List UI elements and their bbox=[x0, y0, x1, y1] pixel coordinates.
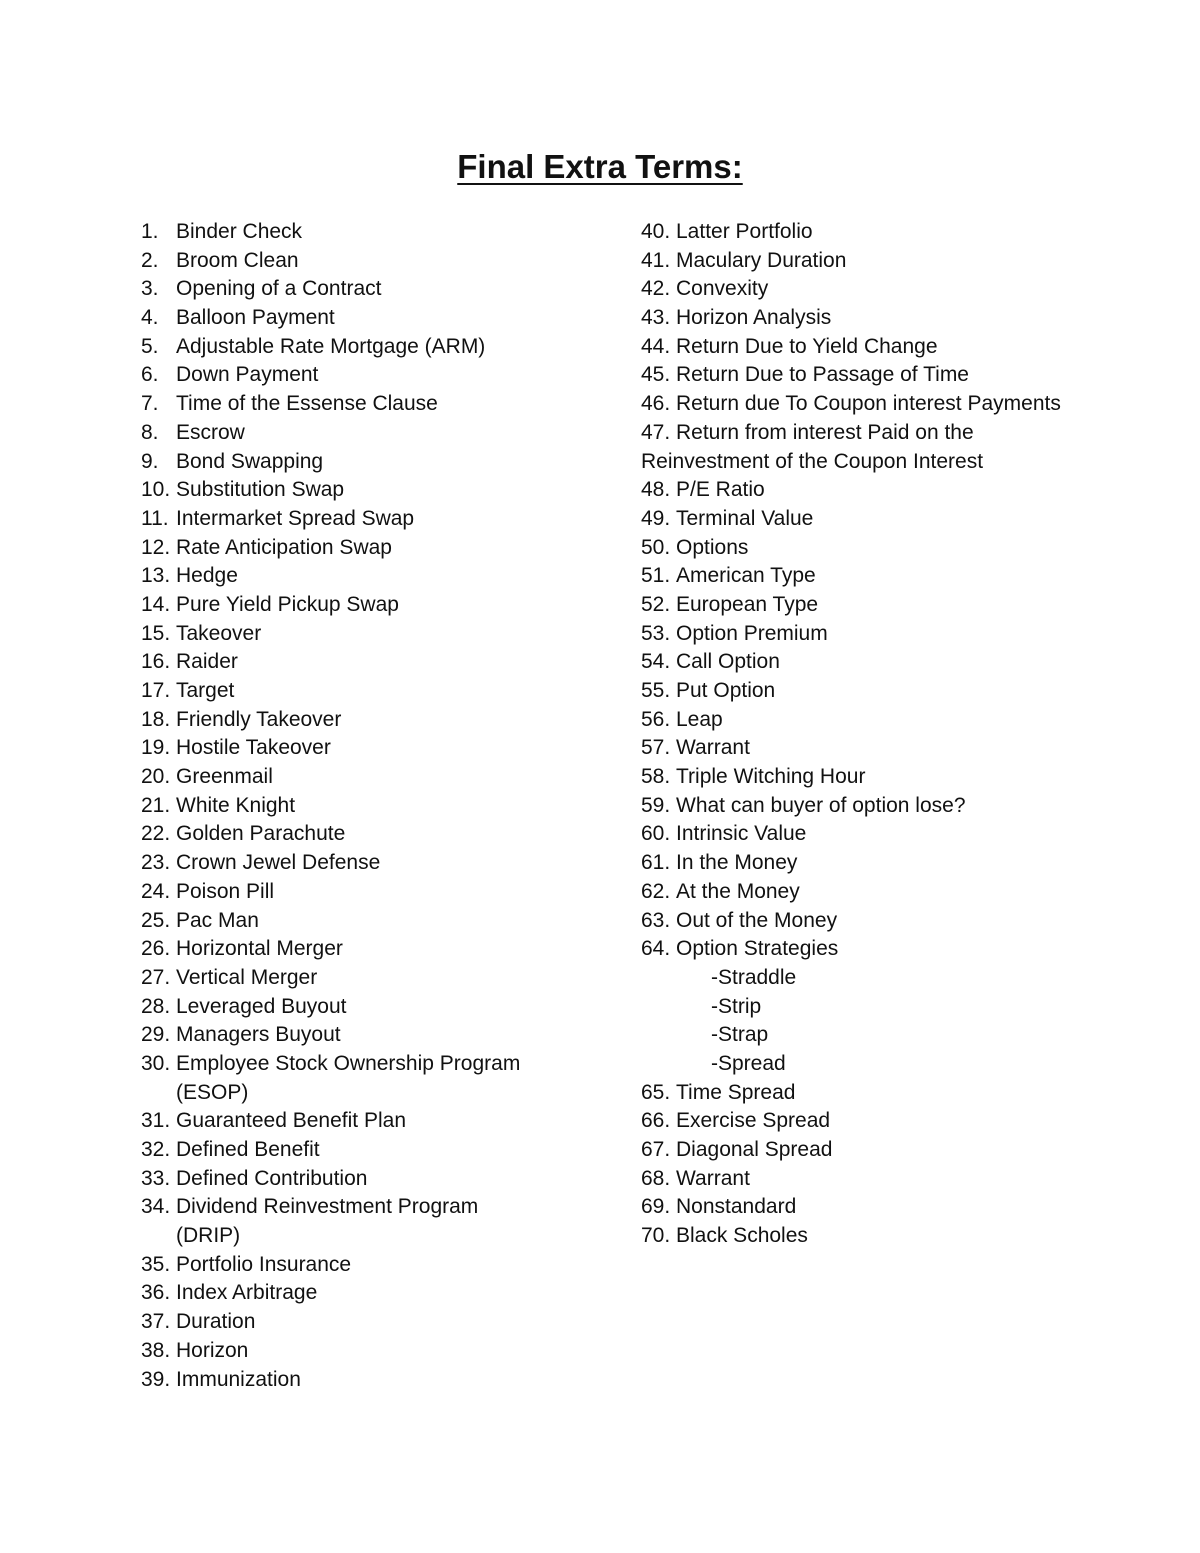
item-number: 30. bbox=[141, 1051, 171, 1075]
item-number: 56. bbox=[641, 707, 671, 731]
list-item bbox=[641, 1165, 1161, 1194]
item-number: 26. bbox=[141, 937, 171, 961]
item-number: 6. bbox=[141, 363, 159, 387]
item-term: Latter Portfolio bbox=[676, 220, 813, 243]
list-item bbox=[641, 706, 1161, 735]
list-item bbox=[641, 304, 1161, 333]
list-item bbox=[141, 534, 591, 563]
item-number: 28. bbox=[141, 994, 171, 1018]
item-number: 69. bbox=[641, 1195, 671, 1219]
list-item bbox=[141, 1279, 591, 1308]
item-number: 41. bbox=[641, 248, 671, 272]
list-item bbox=[641, 1079, 1161, 1108]
item-term: Duration bbox=[176, 1310, 256, 1334]
list-item bbox=[141, 820, 591, 849]
list-item bbox=[141, 1050, 591, 1079]
list-item bbox=[141, 304, 591, 333]
item-number: 14. bbox=[141, 592, 171, 616]
item-number: 43. bbox=[641, 306, 671, 330]
item-number: 12. bbox=[141, 535, 171, 559]
item-number: 61. bbox=[641, 851, 671, 875]
item-term: Takeover bbox=[176, 621, 262, 645]
item-number: 35. bbox=[141, 1252, 171, 1276]
list-item bbox=[641, 218, 1161, 247]
item-term: Convexity bbox=[676, 277, 769, 301]
item-number: 13. bbox=[141, 564, 171, 588]
list-item bbox=[141, 1021, 591, 1050]
sub-item: -Straddle bbox=[711, 965, 797, 989]
item-term: Out of the Money bbox=[676, 908, 838, 932]
item-number: 23. bbox=[141, 851, 171, 875]
item-term: Time of the Essense Clause bbox=[176, 392, 438, 416]
list-item bbox=[141, 505, 591, 534]
list-item bbox=[141, 620, 591, 649]
item-number: 21. bbox=[141, 793, 171, 817]
item-number: 67. bbox=[641, 1138, 671, 1161]
item-number: 68. bbox=[641, 1166, 671, 1190]
item-term: P/E Ratio bbox=[676, 478, 765, 502]
item-number: 53. bbox=[641, 621, 671, 645]
list-item bbox=[641, 1136, 1161, 1165]
page-title: Final Extra Terms: bbox=[457, 148, 743, 185]
item-term-wrap: Reinvestment of the Coupon Interest bbox=[641, 449, 984, 473]
item-term: Terminal Value bbox=[676, 506, 814, 530]
list-item bbox=[641, 476, 1161, 505]
list-item bbox=[141, 1165, 591, 1194]
list-item bbox=[141, 1107, 591, 1136]
item-term: Return Due to Passage of Time bbox=[676, 363, 969, 387]
item-term: Return due To Coupon interest Payments bbox=[676, 392, 1061, 416]
list-item bbox=[641, 677, 1161, 706]
item-term: In the Money bbox=[676, 851, 798, 875]
sub-item: -Strip bbox=[711, 994, 762, 1018]
item-number: 38. bbox=[141, 1338, 171, 1362]
sub-item: -Spread bbox=[711, 1051, 786, 1075]
list-item bbox=[141, 878, 591, 907]
item-number: 45. bbox=[641, 363, 671, 387]
list-item bbox=[141, 734, 591, 763]
item-term: Index Arbitrage bbox=[176, 1281, 318, 1305]
item-term: Horizon bbox=[176, 1338, 249, 1362]
item-number: 15. bbox=[141, 621, 171, 645]
item-number: 63. bbox=[641, 908, 671, 932]
item-term: Pac Man bbox=[176, 908, 259, 932]
list-item bbox=[641, 361, 1161, 390]
item-term: Triple Witching Hour bbox=[676, 765, 866, 789]
list-item bbox=[641, 792, 1161, 821]
item-number: 7. bbox=[141, 392, 159, 416]
item-term: Vertical Merger bbox=[176, 965, 318, 989]
list-item bbox=[641, 419, 1161, 448]
item-term: Binder Check bbox=[176, 220, 303, 243]
item-term: Balloon Payment bbox=[176, 306, 335, 330]
item-term: European Type bbox=[676, 592, 819, 616]
item-term: Rate Anticipation Swap bbox=[176, 535, 392, 559]
item-term: What can buyer of option lose? bbox=[676, 793, 966, 817]
item-number: 18. bbox=[141, 707, 171, 731]
list-item bbox=[641, 878, 1161, 907]
item-term: Raider bbox=[176, 650, 238, 674]
list-item bbox=[641, 1222, 1161, 1251]
item-number: 47. bbox=[641, 420, 671, 444]
item-term: Dividend Reinvestment Program bbox=[176, 1195, 479, 1219]
item-number: 27. bbox=[141, 965, 171, 989]
list-item bbox=[141, 907, 591, 936]
item-number: 39. bbox=[141, 1367, 171, 1391]
term-list-left bbox=[141, 218, 591, 1394]
item-number: 50. bbox=[641, 535, 671, 559]
list-item bbox=[641, 849, 1161, 878]
item-term: Immunization bbox=[176, 1367, 301, 1391]
item-number: 46. bbox=[641, 392, 671, 416]
list-item bbox=[641, 390, 1161, 419]
item-number: 17. bbox=[141, 679, 171, 702]
item-number: 34. bbox=[141, 1195, 171, 1219]
list-item bbox=[141, 792, 591, 821]
item-term-continuation: (ESOP) bbox=[176, 1080, 249, 1104]
item-term: Option Premium bbox=[676, 621, 828, 645]
list-item bbox=[641, 620, 1161, 649]
list-item bbox=[641, 935, 1161, 964]
item-number: 60. bbox=[641, 822, 671, 846]
item-term: Warrant bbox=[676, 1166, 750, 1190]
item-term: Adjustable Rate Mortgage (ARM) bbox=[176, 334, 486, 358]
list-item bbox=[641, 648, 1161, 677]
item-term: Return from interest Paid on the bbox=[676, 420, 974, 444]
list-item bbox=[141, 1366, 591, 1395]
item-number: 9. bbox=[141, 449, 159, 473]
item-number: 66. bbox=[641, 1109, 671, 1133]
list-item bbox=[141, 964, 591, 993]
item-term: White Knight bbox=[176, 793, 296, 817]
item-term: Options bbox=[676, 535, 749, 559]
list-item bbox=[641, 1107, 1161, 1136]
item-term: Greenmail bbox=[176, 765, 273, 789]
item-term: Bond Swapping bbox=[176, 449, 324, 473]
item-number: 70. bbox=[641, 1224, 671, 1248]
item-number: 20. bbox=[141, 765, 171, 789]
item-term: Defined Benefit bbox=[176, 1138, 320, 1161]
item-number: 31. bbox=[141, 1109, 171, 1133]
list-item bbox=[141, 706, 591, 735]
item-term: Put Option bbox=[676, 679, 776, 702]
item-term: Portfolio Insurance bbox=[176, 1252, 352, 1276]
item-number: 54. bbox=[641, 650, 671, 674]
list-item bbox=[141, 1193, 591, 1222]
list-item bbox=[141, 275, 591, 304]
item-number: 36. bbox=[141, 1281, 171, 1305]
item-number: 22. bbox=[141, 822, 171, 846]
item-number: 5. bbox=[141, 334, 159, 358]
list-item bbox=[641, 534, 1161, 563]
list-item bbox=[141, 1136, 591, 1165]
list-item bbox=[141, 993, 591, 1022]
item-term: Down Payment bbox=[176, 363, 319, 387]
item-number: 4. bbox=[141, 306, 159, 330]
item-number: 29. bbox=[141, 1023, 171, 1047]
list-item bbox=[141, 935, 591, 964]
list-item bbox=[641, 820, 1161, 849]
item-number: 24. bbox=[141, 879, 171, 903]
list-item bbox=[141, 763, 591, 792]
list-item bbox=[141, 448, 591, 477]
item-term: Friendly Takeover bbox=[176, 707, 342, 731]
item-term: American Type bbox=[676, 564, 816, 588]
item-term: Managers Buyout bbox=[176, 1023, 341, 1047]
item-number: 32. bbox=[141, 1138, 171, 1161]
item-term: Nonstandard bbox=[676, 1195, 797, 1219]
item-number: 65. bbox=[641, 1080, 671, 1104]
list-item bbox=[141, 361, 591, 390]
list-item bbox=[641, 591, 1161, 620]
list-item bbox=[141, 1308, 591, 1337]
item-term: Leap bbox=[676, 707, 723, 731]
item-term: Golden Parachute bbox=[176, 822, 346, 846]
item-number: 2. bbox=[141, 248, 159, 272]
item-term: Guaranteed Benefit Plan bbox=[176, 1109, 406, 1133]
item-number: 58. bbox=[641, 765, 671, 789]
item-number: 10. bbox=[141, 478, 171, 502]
list-item bbox=[141, 1337, 591, 1366]
item-number: 19. bbox=[141, 736, 171, 760]
item-number: 1. bbox=[141, 220, 159, 243]
list-item bbox=[141, 419, 591, 448]
item-number: 40. bbox=[641, 220, 671, 243]
item-term: Horizon Analysis bbox=[676, 306, 832, 330]
list-item bbox=[641, 763, 1161, 792]
item-number: 49. bbox=[641, 506, 671, 530]
item-number: 16. bbox=[141, 650, 171, 674]
item-number: 55. bbox=[641, 679, 671, 702]
item-term: Crown Jewel Defense bbox=[176, 851, 381, 875]
item-number: 44. bbox=[641, 334, 671, 358]
item-term: Time Spread bbox=[676, 1080, 796, 1104]
item-number: 8. bbox=[141, 420, 159, 444]
item-term: Horizontal Merger bbox=[176, 937, 343, 961]
item-term: Leveraged Buyout bbox=[176, 994, 347, 1018]
item-term: Employee Stock Ownership Program bbox=[176, 1051, 521, 1075]
item-number: 3. bbox=[141, 277, 159, 301]
item-term: Intermarket Spread Swap bbox=[176, 506, 415, 530]
list-item bbox=[141, 390, 591, 419]
item-term: Defined Contribution bbox=[176, 1166, 368, 1190]
item-term: Option Strategies bbox=[676, 937, 839, 961]
list-item bbox=[641, 505, 1161, 534]
list-item bbox=[641, 907, 1161, 936]
item-number: 11. bbox=[141, 506, 169, 530]
item-term-continuation: (DRIP) bbox=[176, 1224, 241, 1248]
item-number: 57. bbox=[641, 736, 671, 760]
item-number: 42. bbox=[641, 277, 671, 301]
item-number: 33. bbox=[141, 1166, 171, 1190]
list-item bbox=[141, 333, 591, 362]
item-term: Exercise Spread bbox=[676, 1109, 831, 1133]
item-number: 48. bbox=[641, 478, 671, 502]
list-item bbox=[141, 218, 591, 247]
item-term: Substitution Swap bbox=[176, 478, 345, 502]
list-item bbox=[641, 247, 1161, 276]
item-term: At the Money bbox=[676, 879, 800, 903]
list-item bbox=[141, 476, 591, 505]
item-term: Hedge bbox=[176, 564, 238, 588]
item-term: Black Scholes bbox=[676, 1224, 808, 1248]
item-term: Target bbox=[176, 679, 235, 702]
item-term: Warrant bbox=[676, 736, 750, 760]
item-term: Opening of a Contract bbox=[176, 277, 382, 301]
list-item bbox=[641, 562, 1161, 591]
item-term: Broom Clean bbox=[176, 248, 299, 272]
list-item bbox=[641, 275, 1161, 304]
item-term: Return Due to Yield Change bbox=[676, 334, 938, 358]
item-number: 52. bbox=[641, 592, 671, 616]
list-item bbox=[141, 591, 591, 620]
item-term: Maculary Duration bbox=[676, 248, 847, 272]
list-item bbox=[641, 333, 1161, 362]
list-item bbox=[141, 562, 591, 591]
item-term: Intrinsic Value bbox=[676, 822, 807, 846]
item-term: Diagonal Spread bbox=[676, 1138, 833, 1161]
sub-item: -Strap bbox=[711, 1023, 769, 1047]
item-term: Hostile Takeover bbox=[176, 736, 331, 760]
list-item bbox=[141, 677, 591, 706]
list-item bbox=[141, 648, 591, 677]
item-number: 37. bbox=[141, 1310, 171, 1334]
item-term: Escrow bbox=[176, 420, 245, 444]
list-item bbox=[141, 247, 591, 276]
list-item bbox=[641, 1193, 1161, 1222]
item-number: 59. bbox=[641, 793, 671, 817]
item-term: Poison Pill bbox=[176, 879, 275, 903]
item-number: 64. bbox=[641, 937, 671, 961]
list-item bbox=[141, 849, 591, 878]
item-number: 62. bbox=[641, 879, 671, 903]
item-term: Call Option bbox=[676, 650, 780, 674]
item-number: 51. bbox=[641, 564, 671, 588]
term-list-right bbox=[641, 218, 1161, 1251]
item-number: 25. bbox=[141, 908, 171, 932]
list-item bbox=[641, 734, 1161, 763]
list-item bbox=[141, 1251, 591, 1280]
item-term: Pure Yield Pickup Swap bbox=[176, 592, 399, 616]
